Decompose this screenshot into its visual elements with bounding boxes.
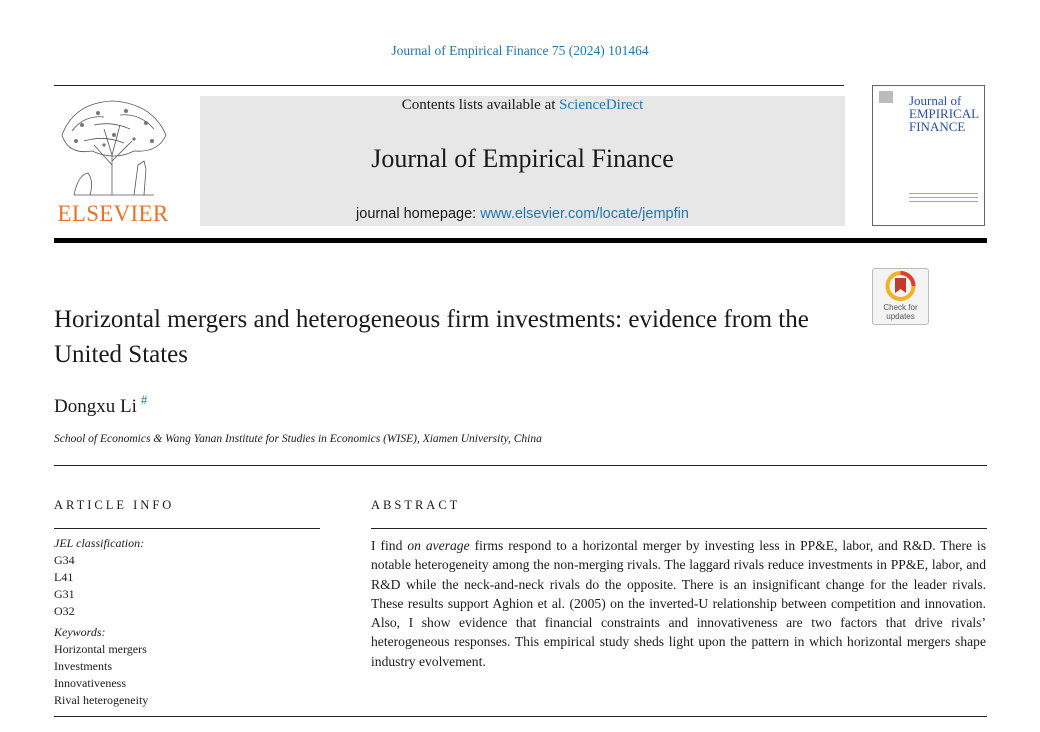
- check-updates-label: [873, 303, 928, 321]
- jel-label: JEL classification:: [54, 536, 145, 550]
- elsevier-wordmark: ELSEVIER: [57, 201, 169, 226]
- journal-title: Journal of Empirical Finance: [371, 144, 674, 173]
- author-affiliation: School of Economics & Wang Yanan Institute for Studies in Economics (WISE), Xiamen University, China: [54, 433, 542, 445]
- cover-rule: [909, 197, 978, 198]
- abstract-part-1: I find: [371, 538, 408, 553]
- author-footnote-mark[interactable]: #: [140, 392, 148, 407]
- journal-cover[interactable]: [872, 85, 985, 226]
- article-info-panel: [54, 535, 320, 709]
- header-thick-rule: [54, 238, 987, 243]
- contents-prefix: Contents lists available at: [401, 97, 560, 113]
- check-updates-line-1: Check for: [883, 303, 918, 312]
- jel-code: G31: [54, 587, 75, 601]
- jel-code: G34: [54, 553, 75, 567]
- journal-citation[interactable]: Journal of Empirical Finance 75 (2024) 101464: [391, 43, 649, 58]
- abstract-heading: ABSTRACT: [371, 498, 461, 512]
- check-updates-line-2: updates: [886, 312, 915, 321]
- abstract-text: [371, 536, 986, 671]
- top-rule: [54, 85, 844, 86]
- cover-content: [909, 94, 978, 215]
- keyword-item: Horizontal mergers: [54, 642, 147, 656]
- check-for-updates-button[interactable]: [872, 268, 929, 325]
- homepage-link[interactable]: www.elsevier.com/locate/jempfin: [480, 206, 689, 222]
- keyword-item: Innovativeness: [54, 676, 126, 690]
- cover-title-line-2: EMPIRICAL: [909, 106, 980, 121]
- journal-masthead: [200, 96, 845, 226]
- cover-rule: [909, 201, 978, 202]
- keyword-item: Rival heterogeneity: [54, 693, 149, 707]
- title-block-rule: [54, 465, 987, 466]
- jel-code: L41: [54, 570, 74, 584]
- abstract-part-2: firms respond to a horizontal merger by investing less in PP&E, labor, and R&D. There is notable heterogeneity among the non-merging rivals. The laggard rivals reduce investments in PP&E, labor, and R&D while the neck-and-neck rivals do the opposite. There is an insignificant change for the leader rivals. These results support Aghion et al. (2005) on the inverted-U relationship between competition and innovation. Also, I show evidence that financial constraints and innovativeness are two factors that drive rivals’ heterogeneous responses. This empirical study sheds light upon the pattern in which horizontal mergers shape industry evolvement.: [371, 538, 986, 669]
- keywords-label: Keywords:: [54, 625, 106, 639]
- cover-title-line-3: FINANCE: [909, 119, 966, 134]
- homepage-prefix: journal homepage:: [356, 206, 481, 222]
- cover-title-line-1: Journal of: [909, 93, 962, 108]
- author-line: [54, 392, 147, 418]
- author-name[interactable]: Dongxu Li: [54, 396, 137, 417]
- jel-code: O32: [54, 604, 75, 618]
- elsevier-logo[interactable]: [54, 95, 172, 227]
- cover-rule: [909, 193, 978, 194]
- sciencedirect-link[interactable]: ScienceDirect: [559, 97, 644, 113]
- contents-line: [200, 96, 845, 114]
- check-updates-icon: [873, 269, 928, 303]
- article-info-rule: [54, 528, 320, 529]
- abstract-bottom-rule: [54, 716, 987, 717]
- article-title: Horizontal mergers and heterogeneous firm investments: evidence from the United States: [54, 306, 809, 368]
- article-info-heading: ARTICLE INFO: [54, 498, 175, 512]
- cover-publisher-icon: [879, 91, 893, 103]
- homepage-line: [200, 206, 845, 222]
- abstract-emphasis: on average: [407, 538, 470, 553]
- abstract-rule: [371, 528, 987, 529]
- keyword-item: Investments: [54, 659, 112, 673]
- elsevier-tree-icon: [54, 95, 172, 199]
